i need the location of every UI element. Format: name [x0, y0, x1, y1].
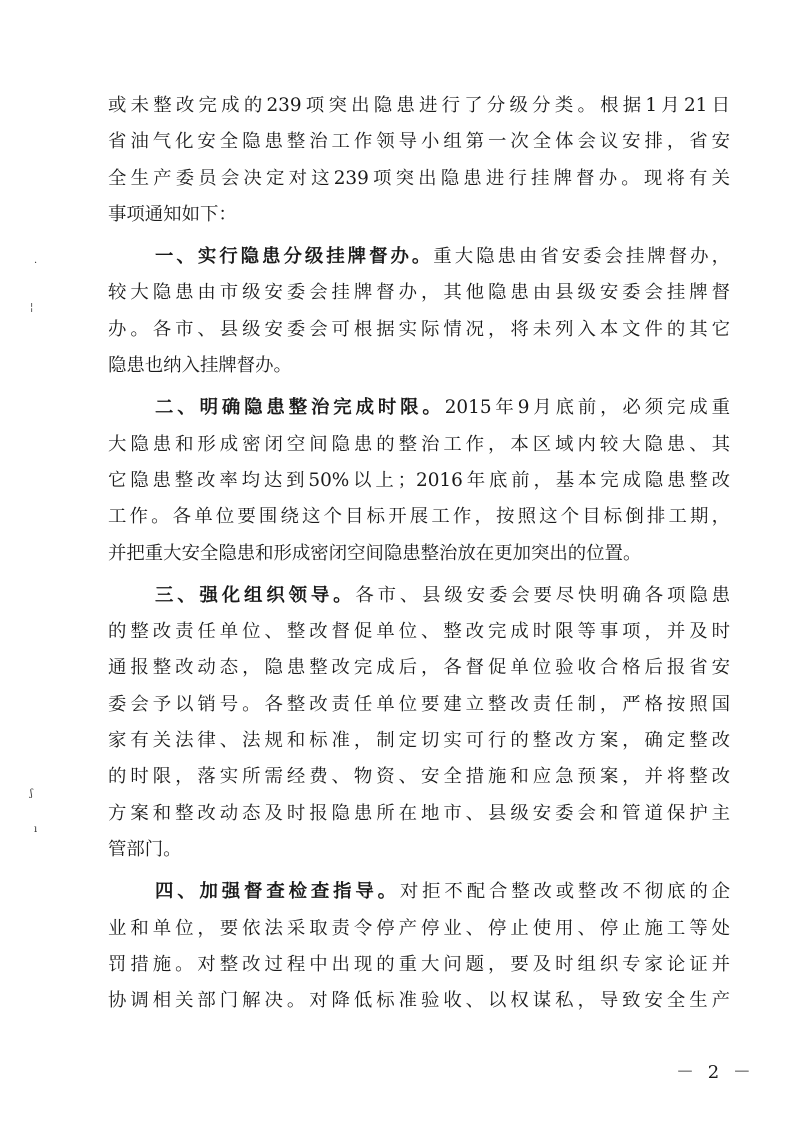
text-line: 的时限，落实所需经费、物资、安全措施和应急预案，并将整改 — [108, 766, 730, 788]
text-run: 2015年9月底前，必须完成重 — [444, 397, 730, 419]
text-line: 家有关法律、法规和标准，制定切实可行的整改方案，确定整改 — [108, 730, 730, 752]
text-line — [108, 239, 730, 275]
text-line: 省油气化安全隐患整治工作领导小组第一次全体会议安排，省安 — [108, 131, 730, 153]
text-line — [108, 874, 730, 910]
text-line: 大隐患和形成密闭空间隐患的整治工作，本区域内较大隐患、其 — [108, 433, 730, 455]
document-body — [108, 88, 730, 1019]
text-line: 管部门。 — [108, 838, 182, 860]
scan-mark: ¦ — [30, 302, 34, 313]
text-line: 的整改责任单位、整改督促单位、整改完成时限等事项，并及时 — [108, 621, 730, 643]
text-line: 协调相关部门解决。对降低标准验收、以权谋私，导致安全生产 — [108, 990, 730, 1012]
section-heading: 三、强化组织领导。 — [155, 584, 356, 606]
text-line: 并把重大安全隐患和形成密闭空间隐患整治放在更加突出的位置。 — [108, 542, 642, 564]
text-line: 办。各市、县级安委会可根据实际情况，将未列入本文件的其它 — [108, 318, 730, 340]
text-line: 事项通知如下： — [108, 203, 237, 225]
paragraph-section-4 — [108, 874, 730, 1019]
scan-mark: · — [34, 258, 38, 269]
text-line: 全生产委员会决定对这239项突出隐患进行挂牌督办。现将有关 — [108, 167, 730, 189]
text-run: 各市、县级安委会要尽快明确各项隐患 — [355, 584, 730, 606]
text-run: 重大隐患由省安委会挂牌督办， — [433, 246, 730, 268]
section-heading: 一、实行隐患分级挂牌督办。 — [155, 246, 434, 268]
scan-mark: ı — [34, 824, 38, 835]
text-line: 或未整改完成的239项突出隐患进行了分级分类。根据1月21日 — [108, 95, 730, 116]
text-line — [108, 390, 730, 426]
paragraph-section-1 — [108, 239, 730, 384]
paragraph-intro — [108, 88, 730, 233]
text-line: 业和单位，要依法采取责令停产停业、停止使用、停止施工等处 — [108, 917, 730, 939]
text-line: 隐患也纳入挂牌督办。 — [108, 355, 292, 377]
section-heading: 四、加强督查检查指导。 — [155, 881, 400, 903]
paragraph-section-2 — [108, 390, 730, 571]
text-line: 较大隐患由市级安委会挂牌督办，其他隐患由县级安委会挂牌督 — [108, 282, 730, 304]
text-line: 方案和整改动态及时报隐患所在地市、县级安委会和管道保护主 — [108, 802, 730, 824]
text-run: 对拒不配合整改或整改不彻底的企 — [399, 881, 730, 903]
text-line: 它隐患整改率均达到50%以上；2016年底前，基本完成隐患整改 — [108, 469, 730, 491]
section-heading: 二、明确隐患整治完成时限。 — [155, 397, 445, 419]
page-number: － 2 － — [676, 1062, 755, 1083]
text-line: 委会予以销号。各整改责任单位要建立整改责任制，严格按照国 — [108, 693, 730, 715]
text-line — [108, 578, 730, 614]
text-line: 罚措施。对整改过程中出现的重大问题，要及时组织专家论证并 — [108, 953, 730, 975]
text-line: 通报整改动态，隐患整改完成后，各督促单位验收合格后报省安 — [108, 657, 730, 679]
paragraph-section-3 — [108, 578, 730, 868]
scan-mark: ʃ — [30, 788, 33, 799]
text-line: 工作。各单位要围绕这个目标开展工作，按照这个目标倒排工期， — [108, 506, 730, 528]
